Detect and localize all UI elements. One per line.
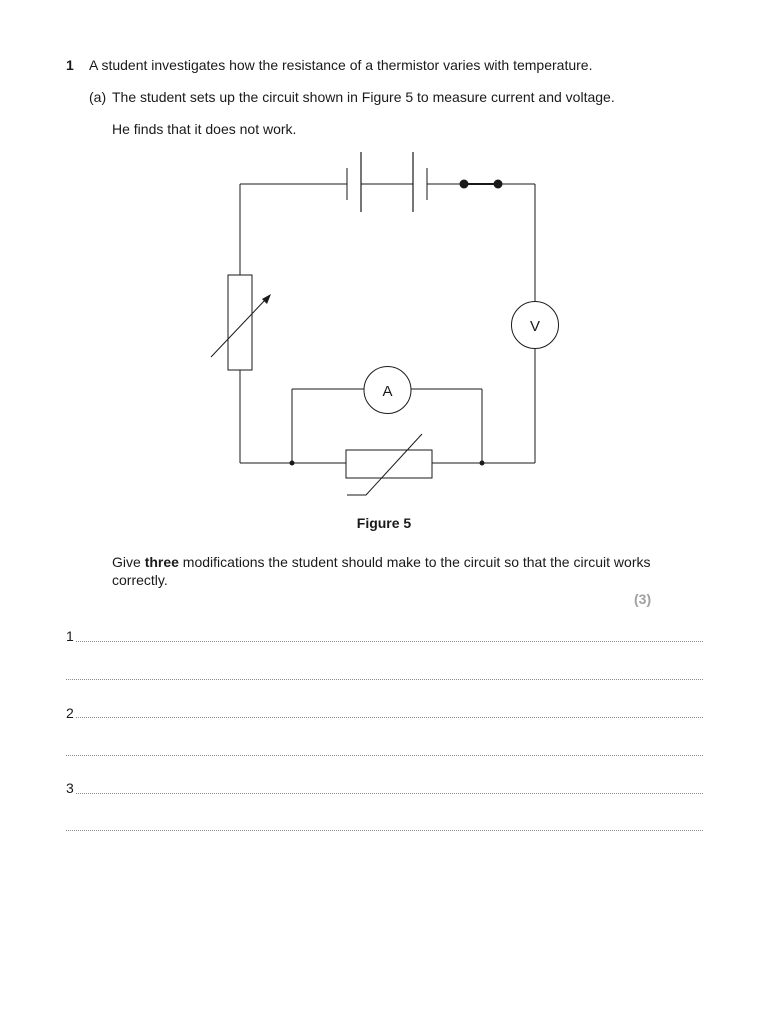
instruction-emphasis: three: [144, 554, 179, 570]
marks-allocation: (3): [634, 591, 652, 607]
question-number: 1: [66, 57, 74, 73]
answer-label-1: 1: [66, 628, 74, 644]
question-stem: A student investigates how the resistance of a thermistor varies with temperature.: [89, 57, 593, 73]
switch-contact-left: [460, 180, 469, 189]
answer-line-3b[interactable]: [66, 830, 703, 831]
instruction: [112, 553, 652, 589]
instruction-suffix: modifications the student should make to the circuit so that the circuit works correctly.: [112, 554, 651, 588]
answer-line-3a[interactable]: [76, 793, 703, 794]
ammeter-label: A: [382, 383, 393, 400]
answer-line-2b[interactable]: [66, 755, 703, 756]
answer-label-3: 3: [66, 780, 74, 796]
answer-line-2a[interactable]: [76, 717, 703, 718]
part-label: (a): [89, 89, 107, 105]
answer-line-1b[interactable]: [66, 679, 703, 680]
switch-contact-right: [494, 180, 503, 189]
answer-label-2: 2: [66, 705, 74, 721]
thermistor-body: [346, 450, 432, 478]
part-text-2: He finds that it does not work.: [112, 121, 297, 137]
answer-line-1a[interactable]: [76, 641, 703, 642]
part-text: The student sets up the circuit shown in Figure 5 to measure current and voltage.: [112, 89, 615, 105]
junction-left: [290, 461, 295, 466]
variable-resistor-arrow: [211, 299, 266, 357]
junction-right: [480, 461, 485, 466]
instruction-prefix: Give: [112, 554, 145, 570]
variable-resistor-body: [228, 275, 252, 370]
figure-caption: Figure 5: [356, 515, 412, 531]
voltmeter-label: V: [529, 318, 541, 335]
thermistor-diagonal: [347, 434, 422, 495]
